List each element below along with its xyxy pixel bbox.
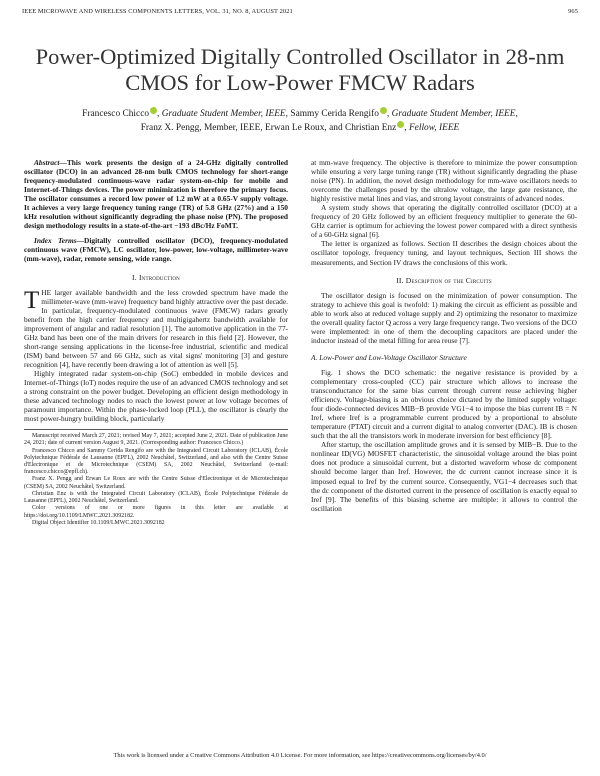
paragraph: The letter is organized as follows. Section II describes the design choices about the oscillator topology, frequency tuning, and layout techniques, Section III shows the measurements, and Section IV draws the conclusions of this work. bbox=[311, 239, 577, 267]
paragraph: Highly integrated radar system-on-chip (SoC) embedded in mobile devices and Internet-of-Things (IoT) nodes require the use of an advanced CMOS technology and set a strong constraint on the power budget. Developing an efficient design methodology in these advanced technology nodes to reach the lowest power at low voltage becomes of paramount importance. Within the phase-locked loop (PLL), the oscillator is clearly the most power-hungry building block, particularly bbox=[24, 368, 288, 424]
footnote: Digital Object Identifier 10.1109/LMWC.2021.3092182 bbox=[32, 519, 165, 526]
drop-cap: T bbox=[24, 286, 40, 314]
paragraph: After startup, the oscillation amplitude grows and it is sensed by MIB−B. Due to the nonlinear ID(VG) MOSFET characteristic, the sinusoidal voltage around the bias point does not produce a sinusoidal current, but a distorted waveform whose dc component should become larger than Iref. However, the dc current cannot increase since it is imposed equal to Iref by the current source. Consequently, VG1−4 decreases such that the dc component of the distorted current in the presence of oscillation is exactly equal to Iref [9]. The benefits of this biasing scheme are multiple: it allows to control the oscillation bbox=[311, 440, 577, 513]
orcid-icon[interactable] bbox=[380, 107, 387, 114]
running-header bbox=[22, 8, 578, 15]
footnotes bbox=[24, 429, 288, 527]
paragraph: A system study shows that operating the digitally controlled oscillator (DCO) at a frequency of 20 GHz followed by an efficient frequency multiplier to generate the 60-GHz carrier is optimum for achieving the lowest power compared with a direct synthesis of a 60-GHz signal [6]. bbox=[311, 203, 577, 240]
abstract bbox=[24, 158, 288, 230]
abstract-label: Abstract— bbox=[34, 158, 67, 167]
abstract-text: This work presents the design of a 24-GHz digitally controlled oscillator (DCO) in an advanced 28-nm bulk CMOS technology for short-range frequency-modulated continuous-wave radar system-on-chip for mobile and Internet-of-Things devices. The power minimization is therefore the primary focus. The oscillator consumes a record low power of 1.2 mW at a 0.65-V supply voltage. It achieves a very large frequency tuning range (TR) of 5.8 GHz (27%) and a 150 kHz resolution without significantly degrading the phase noise (PN). The proposed design methodology results in a state-of-the-art −193 dBc/Hz FoMT. bbox=[24, 158, 288, 231]
author-4: Erwan Le Roux, and Christian Enz bbox=[265, 123, 397, 133]
paragraph bbox=[24, 288, 288, 369]
author-list: Francesco Chicco , Graduate Student Member, IEEE, Sammy Cerida Rengifo , Graduate Student Member, IEEE, Franz X. Pengg, Member, IEEE, Erwan Le Roux, and Christian Enz , Fellow, IEEE bbox=[82, 109, 518, 133]
subsection-heading: A. Low-Power and Low-Voltage Oscillator Structure bbox=[311, 352, 467, 362]
index-terms-text: Digitally controlled oscillator (DCO), frequency-modulated continuous wave (FMCW), LC oscillator, low-power, low-voltage, millimeter-wave (mm-wave), radar, remote sensing, wide range. bbox=[24, 236, 289, 264]
author-2-role: Graduate Student Member, IEEE bbox=[391, 109, 516, 119]
orcid-icon[interactable] bbox=[397, 121, 404, 128]
index-terms-label: Index Terms— bbox=[34, 236, 84, 246]
paper-title: Power-Optimized Digitally Controlled Oscillator in 28-nm CMOS for Low-Power FMCW Radars bbox=[35, 44, 565, 95]
page-number: 965 bbox=[568, 8, 578, 15]
footnote: Christian Enz is with the Integrated Circuit Laboratory (ICLAB), École Polytechnique Fédérale de Lausanne (EPFL), 2002 Neuchâtel, Switzerland. bbox=[24, 490, 288, 505]
paragraph-text: HE larger available bandwidth and the less crowded spectrum have made the millimeter-wave (mm-wave) frequency band highly attractive over the past decade. In particular, frequency-modulated continuous wave (FMCW) radars greatly benefit from the high carrier frequency and multigigahertz bandwidth available for improvement of angular and radial resolution [1]. The automotive application in the 77-GHz band has been one of the main drivers for research in this field [2]. However, the short-range sensing applications in the license-free industrial, scientific and medical (ISM) band between 57 and 66 GHz, such as vital signs' monitoring [3] and gesture recognition [4], have recently been drawing a lot of attention as well [5]. bbox=[24, 287, 288, 369]
author-1-role: Graduate Student Member, IEEE bbox=[161, 109, 286, 119]
paragraph: at mm-wave frequency. The objective is therefore to minimize the power consumption while ensuring a very large tuning range (TR) without significantly degrading the phase noise (PN). In addition, the novel design methodology for mm-wave oscillators needs to overcome the challenges posed by the ultralow voltage, the large gate resistance, the highly resistive metal lines and vias, and strong layout constraints of advanced nodes. bbox=[311, 158, 577, 204]
right-column bbox=[311, 158, 577, 513]
left-column bbox=[24, 158, 288, 527]
footnote: Francesco Chicco and Sammy Cerida Rengifo are with the Integrated Circuit Laboratory (ICLAB), École Polytechnique Fédérale de Lausanne (EPFL), 2002 Neuchâtel, Switzerland, and also with the Centre Suisse d'Electronique et de Microtechnique (CSEM) SA, 2002 Neuchâtel, Switzerland (e-mail: francesco.chicco@epfl.ch). bbox=[24, 447, 288, 476]
author-2: Sammy Cerida Rengifo bbox=[290, 109, 379, 119]
paragraph: Fig. 1 shows the DCO schematic: the negative resistance is provided by a complementary cross-coupled (CC) pair structure which allows to increase the transconductance for the same bias current through current reuse achieving higher efficiency. Voltage-biasing is an obvious choice dictated by the limited supply voltage: four diode-connected devices MIB−B provide VG1−4 to impose the bias current IB = N Iref, where Iref is a programmable current produced by a proportional to absolute temperature (PTAT) circuit and a current digital to analog converter (DAC). IB is chosen such that the all the transistors work in moderate inversion for best efficiency [8]. bbox=[311, 367, 577, 441]
footnote[interactable]: Color versions of one or more figures in this letter are available at https://doi.org/10.1109/LMWC.2021.3092182. bbox=[24, 505, 288, 519]
index-terms bbox=[24, 236, 288, 263]
license-note: This work is licensed under a Creative Commons Attribution 4.0 License. For more information, see https://creativecommons.org/licenses/by/4.0/ bbox=[113, 752, 487, 759]
author-4-role: Fellow, IEEE bbox=[408, 123, 460, 133]
footnote: Manuscript received March 27, 2021; revised May 7, 2021; accepted June 2, 2021. Date of publication June 24, 2021; date of current version August 9, 2021. (Corresponding author: Francesco Chicco.) bbox=[24, 433, 288, 447]
author-1: Francesco Chicco bbox=[82, 109, 150, 119]
section-heading-introduction: I. Introduction bbox=[132, 272, 180, 282]
author-3: Franz X. Pengg, Member, IEEE bbox=[140, 123, 261, 133]
journal-header: IEEE MICROWAVE AND WIRELESS COMPONENTS LETTERS, VOL. 31, NO. 8, AUGUST 2021 bbox=[22, 8, 293, 15]
paragraph: The oscillator design is focused on the minimization of power consumption. The strategy to achieve this goal is twofold: 1) making the circuit as efficient as possible and able to work also at reduced voltage supply and 2) optimizing the resonator to maximize the overall quality factor Q across a very large frequency range. Two versions of the DCO were implemented: in one of them the decoupling capacitors are placed under the inductor instead of the metal filling for area reuse [7]. bbox=[311, 290, 578, 345]
section-heading-circuits: II. Description of the Circuits bbox=[396, 275, 492, 285]
footnote: Franz X. Pengg and Erwan Le Roux are with the Centre Suisse d'Electronique et de Microtechnique (CSEM) SA, 2002 Neuchâtel, Switzerland. bbox=[24, 476, 288, 490]
orcid-icon[interactable] bbox=[150, 107, 157, 114]
